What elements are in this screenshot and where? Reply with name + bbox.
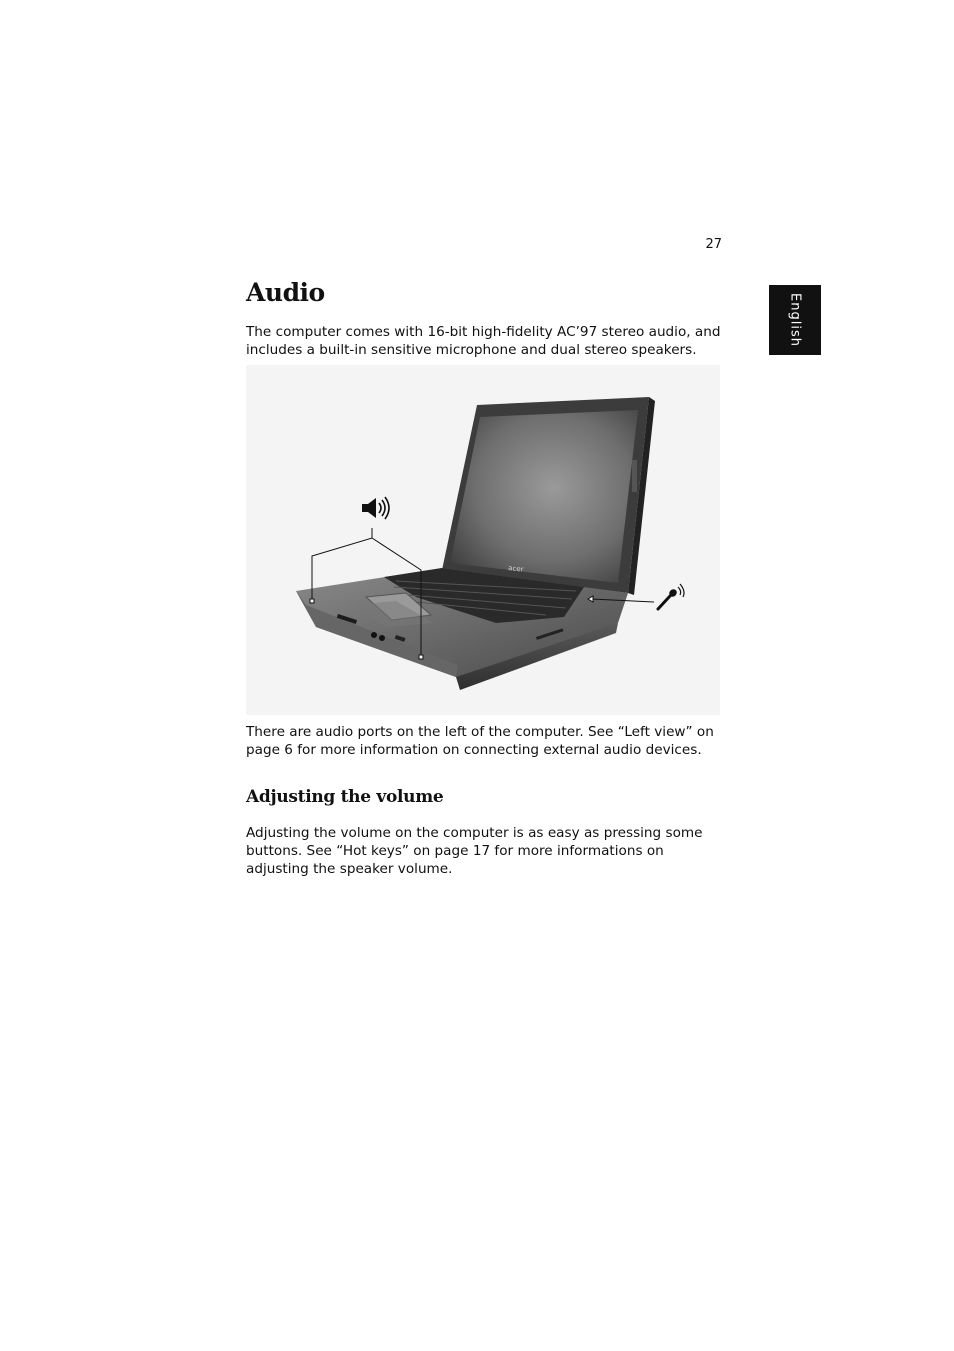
laptop-illustration [246, 365, 720, 715]
page-number: 27 [705, 237, 722, 252]
subsection-title: Adjusting the volume [246, 787, 444, 807]
language-tab-label: English [787, 293, 803, 347]
laptop-figure [246, 365, 720, 715]
volume-paragraph: Adjusting the volume on the computer is as easy as pressing some buttons. See “Hot keys” on page 17 for more informations on adjusting the speaker volume. [246, 825, 703, 877]
section-title: Audio [246, 278, 325, 307]
laptop-lid [442, 397, 655, 595]
audio-ports-paragraph: There are audio ports on the left of the computer. See “Left view” on page 6 for more information on connecting external audio devices. [246, 724, 714, 758]
acer-logo: acer [507, 564, 524, 574]
language-tab [769, 285, 821, 355]
intro-paragraph: The computer comes with 16-bit high-fidelity AC’97 stereo audio, and includes a built-in sensitive microphone and dual stereo speakers. [246, 324, 721, 358]
